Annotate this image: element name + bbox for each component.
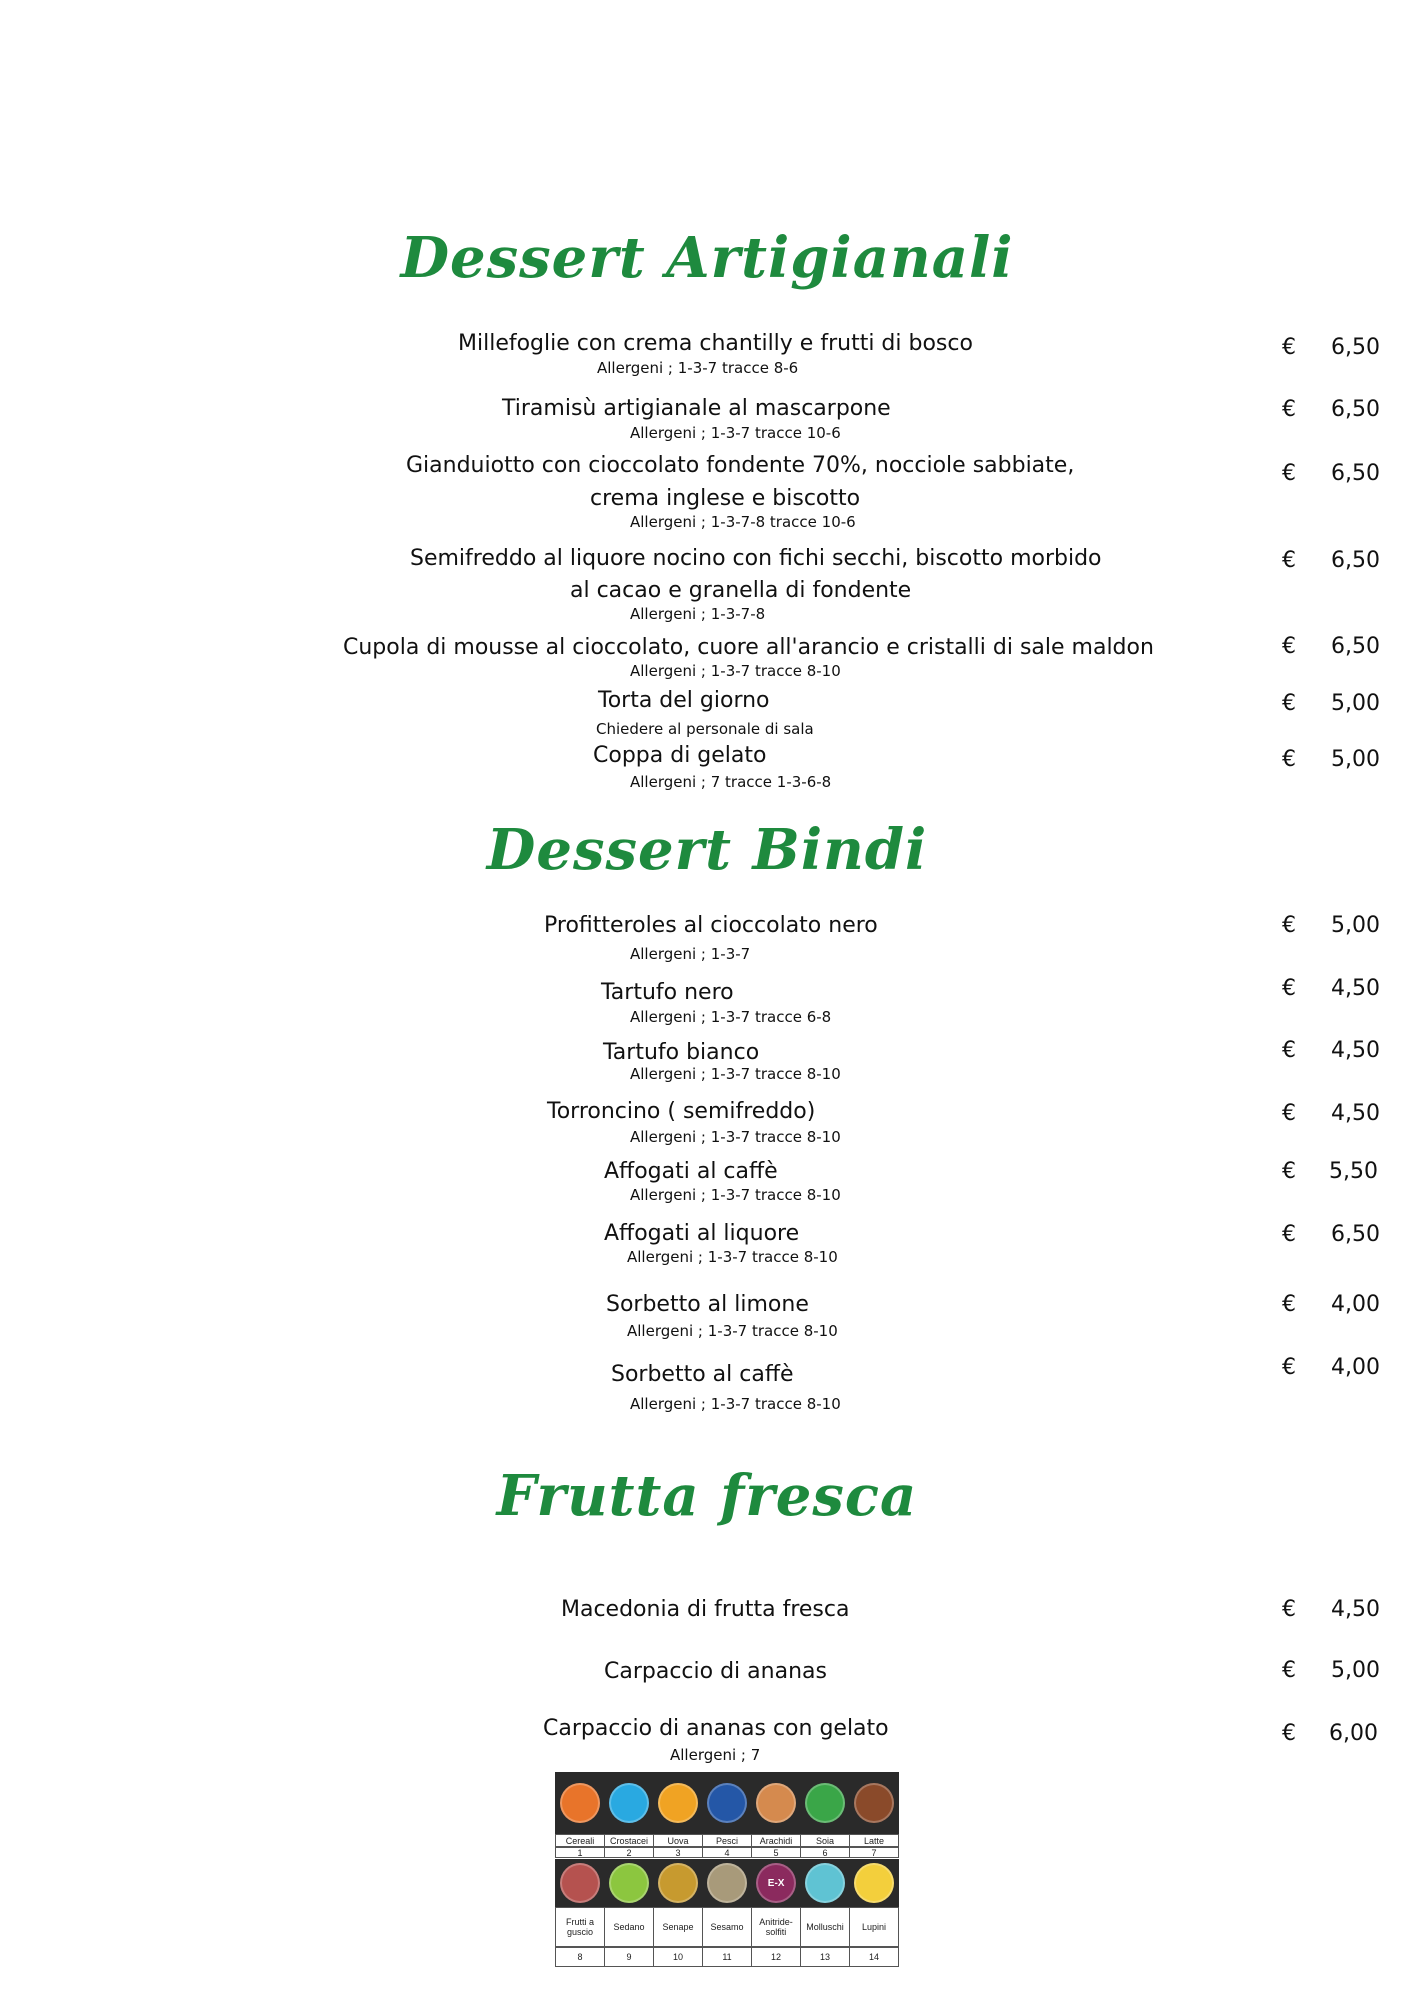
item-name-line2: al cacao e granella di fondente [570, 578, 912, 603]
shell-icon [805, 1863, 845, 1903]
allergen-label: Latte [850, 1834, 899, 1847]
currency-symbol: € [1282, 335, 1296, 360]
item-name: Macedonia di frutta fresca [561, 1597, 850, 1622]
item-price: 5,00 [1331, 913, 1380, 938]
wheat-icon [560, 1783, 600, 1823]
currency-symbol: € [1282, 976, 1296, 1001]
currency-symbol: € [1282, 1292, 1296, 1317]
mustard-icon [658, 1863, 698, 1903]
allergen-number: 8 [555, 1947, 605, 1967]
egg-icon [658, 1783, 698, 1823]
item-price: 6,50 [1331, 1222, 1380, 1247]
section-title-frutta-fresca: Frutta fresca [496, 1463, 918, 1529]
currency-symbol: € [1282, 747, 1296, 772]
peanut-icon [756, 1783, 796, 1823]
item-price: 4,00 [1331, 1292, 1380, 1317]
item-allergens: Allergeni ; 1-3-7 tracce 8-10 [627, 1248, 838, 1266]
numbers-row2 [555, 1947, 899, 1967]
allergen-number: 13 [801, 1947, 850, 1967]
item-name: Torta del giorno [598, 688, 770, 713]
fish-icon [707, 1783, 747, 1823]
item-name: Affogati al caffè [604, 1159, 778, 1184]
allergen-number: 9 [605, 1947, 654, 1967]
item-allergens: Allergeni ; 1-3-7 tracce 6-8 [630, 1008, 832, 1026]
currency-symbol: € [1282, 691, 1296, 716]
item-allergens: Allergeni ; 1-3-7 tracce 8-10 [630, 1186, 841, 1204]
allergen-number: 11 [703, 1947, 752, 1967]
item-name: Semifreddo al liquore nocino con fichi secchi, biscotto morbido [410, 546, 1102, 571]
currency-symbol: € [1282, 1658, 1296, 1683]
item-allergens: Allergeni ; 1-3-7 tracce 8-6 [597, 359, 799, 377]
allergen-label: Lupini [850, 1907, 899, 1947]
item-allergens: Chiedere al personale di sala [596, 720, 814, 738]
item-price: 6,50 [1331, 548, 1380, 573]
allergen-label: Pesci [703, 1834, 752, 1847]
item-allergens: Allergeni ; 1-3-7-8 tracce 10-6 [630, 513, 856, 531]
numbers-row1 [555, 1847, 899, 1858]
item-price: 6,50 [1331, 335, 1380, 360]
item-name: Profitteroles al cioccolato nero [544, 913, 878, 938]
item-name: Gianduiotto con cioccolato fondente 70%, nocciole sabbiate, [406, 453, 1075, 478]
allergen-legend [555, 1772, 899, 1969]
allergen-label: Sedano [605, 1907, 654, 1947]
currency-symbol: € [1282, 461, 1296, 486]
celery-icon [609, 1863, 649, 1903]
item-price: 4,00 [1331, 1355, 1380, 1380]
item-name: Sorbetto al caffè [611, 1362, 794, 1387]
sesame-icon [707, 1863, 747, 1903]
allergen-number: 2 [605, 1847, 654, 1858]
item-name: Tartufo nero [601, 980, 734, 1005]
allergen-label: Sesamo [703, 1907, 752, 1947]
allergen-label: Cereali [555, 1834, 605, 1847]
currency-symbol: € [1282, 634, 1296, 659]
currency-symbol: € [1282, 1101, 1296, 1126]
item-allergens: Allergeni ; 1-3-7 tracce 8-10 [630, 1128, 841, 1146]
item-price: 4,50 [1331, 1038, 1380, 1063]
item-price: 5,00 [1331, 691, 1380, 716]
item-price: 5,50 [1329, 1159, 1378, 1184]
item-name: Affogati al liquore [604, 1221, 800, 1246]
item-name: Millefoglie con crema chantilly e frutti di bosco [458, 331, 973, 356]
item-name: Sorbetto al limone [606, 1292, 809, 1317]
currency-symbol: € [1282, 397, 1296, 422]
allergen-number: 7 [850, 1847, 899, 1858]
currency-symbol: € [1282, 1038, 1296, 1063]
soy-icon [805, 1783, 845, 1823]
currency-symbol: € [1282, 1159, 1296, 1184]
item-allergens: Allergeni ; 7 tracce 1-3-6-8 [630, 773, 832, 791]
allergen-number: 12 [752, 1947, 801, 1967]
currency-symbol: € [1282, 1355, 1296, 1380]
item-allergens: Allergeni ; 1-3-7 tracce 8-10 [627, 1322, 838, 1340]
nut-icon [560, 1863, 600, 1903]
item-price: 4,50 [1331, 1597, 1380, 1622]
allergen-number: 6 [801, 1847, 850, 1858]
item-name: Carpaccio di ananas con gelato [543, 1716, 889, 1741]
crab-icon [609, 1783, 649, 1823]
allergen-label: Arachidi [752, 1834, 801, 1847]
item-allergens: Allergeni ; 1-3-7 tracce 8-10 [630, 1065, 841, 1083]
item-name: Tiramisù artigianale al mascarpone [502, 396, 891, 421]
item-name: Tartufo bianco [603, 1040, 760, 1065]
item-name-line2: crema inglese e biscotto [590, 486, 861, 511]
currency-symbol: € [1282, 1222, 1296, 1247]
item-allergens: Allergeni ; 7 [670, 1746, 761, 1764]
allergen-label: Uova [654, 1834, 703, 1847]
item-allergens: Allergeni ; 1-3-7 tracce 8-10 [630, 1395, 841, 1413]
allergen-number: 1 [555, 1847, 605, 1858]
allergen-number: 5 [752, 1847, 801, 1858]
item-name: Torroncino ( semifreddo) [547, 1099, 816, 1124]
item-allergens: Allergeni ; 1-3-7 [630, 945, 751, 963]
allergen-number: 14 [850, 1947, 899, 1967]
item-price: 5,00 [1331, 747, 1380, 772]
item-price: 6,50 [1331, 461, 1380, 486]
item-name: Coppa di gelato [593, 743, 767, 768]
labels-row1 [555, 1834, 899, 1847]
allergen-number: 4 [703, 1847, 752, 1858]
item-price: 4,50 [1331, 976, 1380, 1001]
allergen-label: Senape [654, 1907, 703, 1947]
currency-symbol: € [1282, 1721, 1296, 1746]
item-allergens: Allergeni ; 1-3-7-8 [630, 605, 766, 623]
sulphite-icon: E-X [756, 1863, 796, 1903]
currency-symbol: € [1282, 548, 1296, 573]
item-allergens: Allergeni ; 1-3-7 tracce 10-6 [630, 424, 841, 442]
item-price: 6,00 [1329, 1721, 1378, 1746]
section-title-dessert-artigianali: Dessert Artigianali [400, 225, 1014, 291]
section-title-dessert-bindi: Dessert Bindi [486, 817, 928, 883]
allergen-number: 3 [654, 1847, 703, 1858]
allergen-label: Soia [801, 1834, 850, 1847]
labels-row2 [555, 1907, 899, 1947]
item-allergens: Allergeni ; 1-3-7 tracce 8-10 [630, 662, 841, 680]
allergen-label: Molluschi [801, 1907, 850, 1947]
item-price: 5,00 [1331, 1658, 1380, 1683]
allergen-label: Frutti a guscio [555, 1907, 605, 1947]
currency-symbol: € [1282, 913, 1296, 938]
allergen-label: Crostacei [605, 1834, 654, 1847]
item-name: Carpaccio di ananas [604, 1659, 827, 1684]
item-price: 4,50 [1331, 1101, 1380, 1126]
item-price: 6,50 [1331, 634, 1380, 659]
item-name: Cupola di mousse al cioccolato, cuore all'arancio e cristalli di sale maldon [343, 635, 1154, 660]
item-price: 6,50 [1331, 397, 1380, 422]
currency-symbol: € [1282, 1597, 1296, 1622]
allergen-label: Anitride-solfiti [752, 1907, 801, 1947]
allergen-number: 10 [654, 1947, 703, 1967]
